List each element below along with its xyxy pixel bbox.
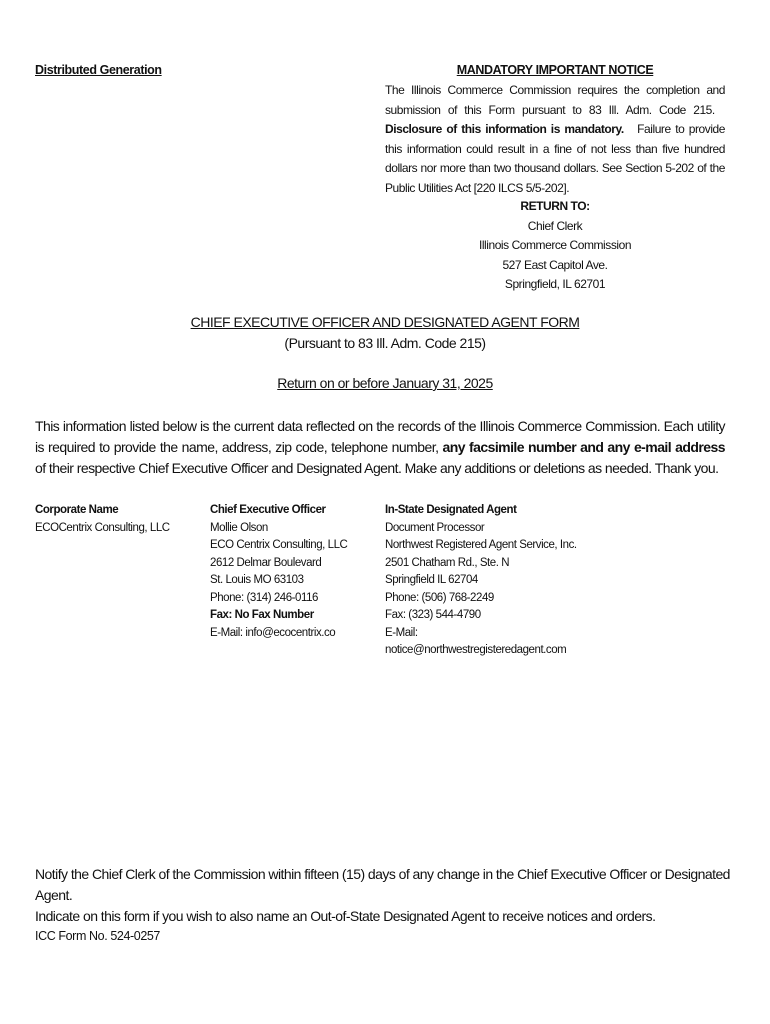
ceo-heading: Chief Executive Officer — [210, 504, 326, 516]
intro-text-1: This information listed below is the current data reflected on the records of the Illinois Commerce Commission. Each utility is required to provide the name, address, zip code, telephone number, — [35, 418, 725, 455]
return-line-3: 527 East Capitol Ave. — [502, 257, 608, 272]
notice-title: MANDATORY IMPORTANT NOTICE — [456, 63, 654, 77]
ceo-street: 2612 Delmar Boulevard — [210, 556, 322, 569]
return-line-1: Chief Clerk — [527, 218, 583, 233]
ceo-column — [210, 502, 380, 642]
agent-column — [385, 502, 605, 660]
corporate-column — [35, 502, 205, 537]
corporate-heading: Corporate Name — [35, 504, 119, 516]
due-date: Return on or before January 31, 2025 — [277, 375, 493, 391]
footer-line-2: Indicate on this form if you wish to also name an Out-of-State Designated Agent to receive notices and orders. — [35, 908, 656, 924]
agent-heading: In-State Designated Agent — [385, 504, 517, 516]
notice-text-2: Failure to provide this information could result in a fine of not less than five hundred dollars nor more than two thousand dollars. See Section 5-202 of the Public Utilities Act [220 ILCS 5/5-202]. — [385, 122, 725, 195]
agent-city: Springfield IL 62704 — [385, 574, 478, 586]
form-title: CHIEF EXECUTIVE OFFICER AND DESIGNATED AGENT FORM — [190, 314, 580, 330]
agent-street: 2501 Chatham Rd., Ste. N — [385, 556, 510, 569]
agent-email: notice@northwestregisteredagent.com — [385, 644, 567, 656]
ceo-name: Mollie Olson — [210, 521, 268, 534]
intro-bold-text: any facsimile number and any e-mail address — [442, 439, 726, 455]
agent-company: Northwest Registered Agent Service, Inc. — [385, 539, 577, 551]
intro-text-2: of their respective Chief Executive Officer and Designated Agent. Make any additions or deletions as needed. Thank you. — [35, 460, 719, 476]
return-to-label: RETURN TO: — [520, 199, 590, 213]
form-number: ICC Form No. 524-0257 — [35, 929, 160, 943]
notice-mandatory-text: Disclosure of this information is mandatory. — [385, 122, 624, 136]
corporate-name: ECOCentrix Consulting, LLC — [35, 521, 170, 534]
notice-body — [385, 81, 725, 198]
intro-paragraph — [35, 416, 725, 479]
form-title-block — [0, 312, 770, 354]
ceo-fax: Fax: No Fax Number — [210, 609, 314, 621]
footer-notes — [35, 864, 735, 927]
return-line-2: Illinois Commerce Commission — [478, 238, 632, 252]
ceo-email: E-Mail: info@ecocentrix.co — [210, 626, 336, 639]
agent-email-label: E-Mail: — [385, 626, 418, 639]
ceo-city: St. Louis MO 63103 — [210, 574, 304, 586]
form-subtitle: (Pursuant to 83 Ill. Adm. Code 215) — [284, 335, 486, 351]
return-address-block — [385, 197, 725, 295]
ceo-phone: Phone: (314) 246-0116 — [210, 591, 318, 604]
agent-name: Document Processor — [385, 521, 485, 534]
category-label: Distributed Generation — [35, 63, 162, 77]
ceo-company: ECO Centrix Consulting, LLC — [210, 539, 348, 551]
return-line-4: Springfield, IL 62701 — [504, 277, 606, 291]
footer-line-1: Notify the Chief Clerk of the Commission within fifteen (15) days of any change in the Chief Executive Officer or Designated Agent. — [35, 866, 730, 903]
agent-phone: Phone: (506) 768-2249 — [385, 591, 494, 604]
agent-fax: Fax: (323) 544-4790 — [385, 609, 481, 621]
notice-text-1: The Illinois Commerce Commission requires the completion and submission of this Form pursuant to 83 Ill. Adm. Code 215. — [385, 83, 725, 117]
